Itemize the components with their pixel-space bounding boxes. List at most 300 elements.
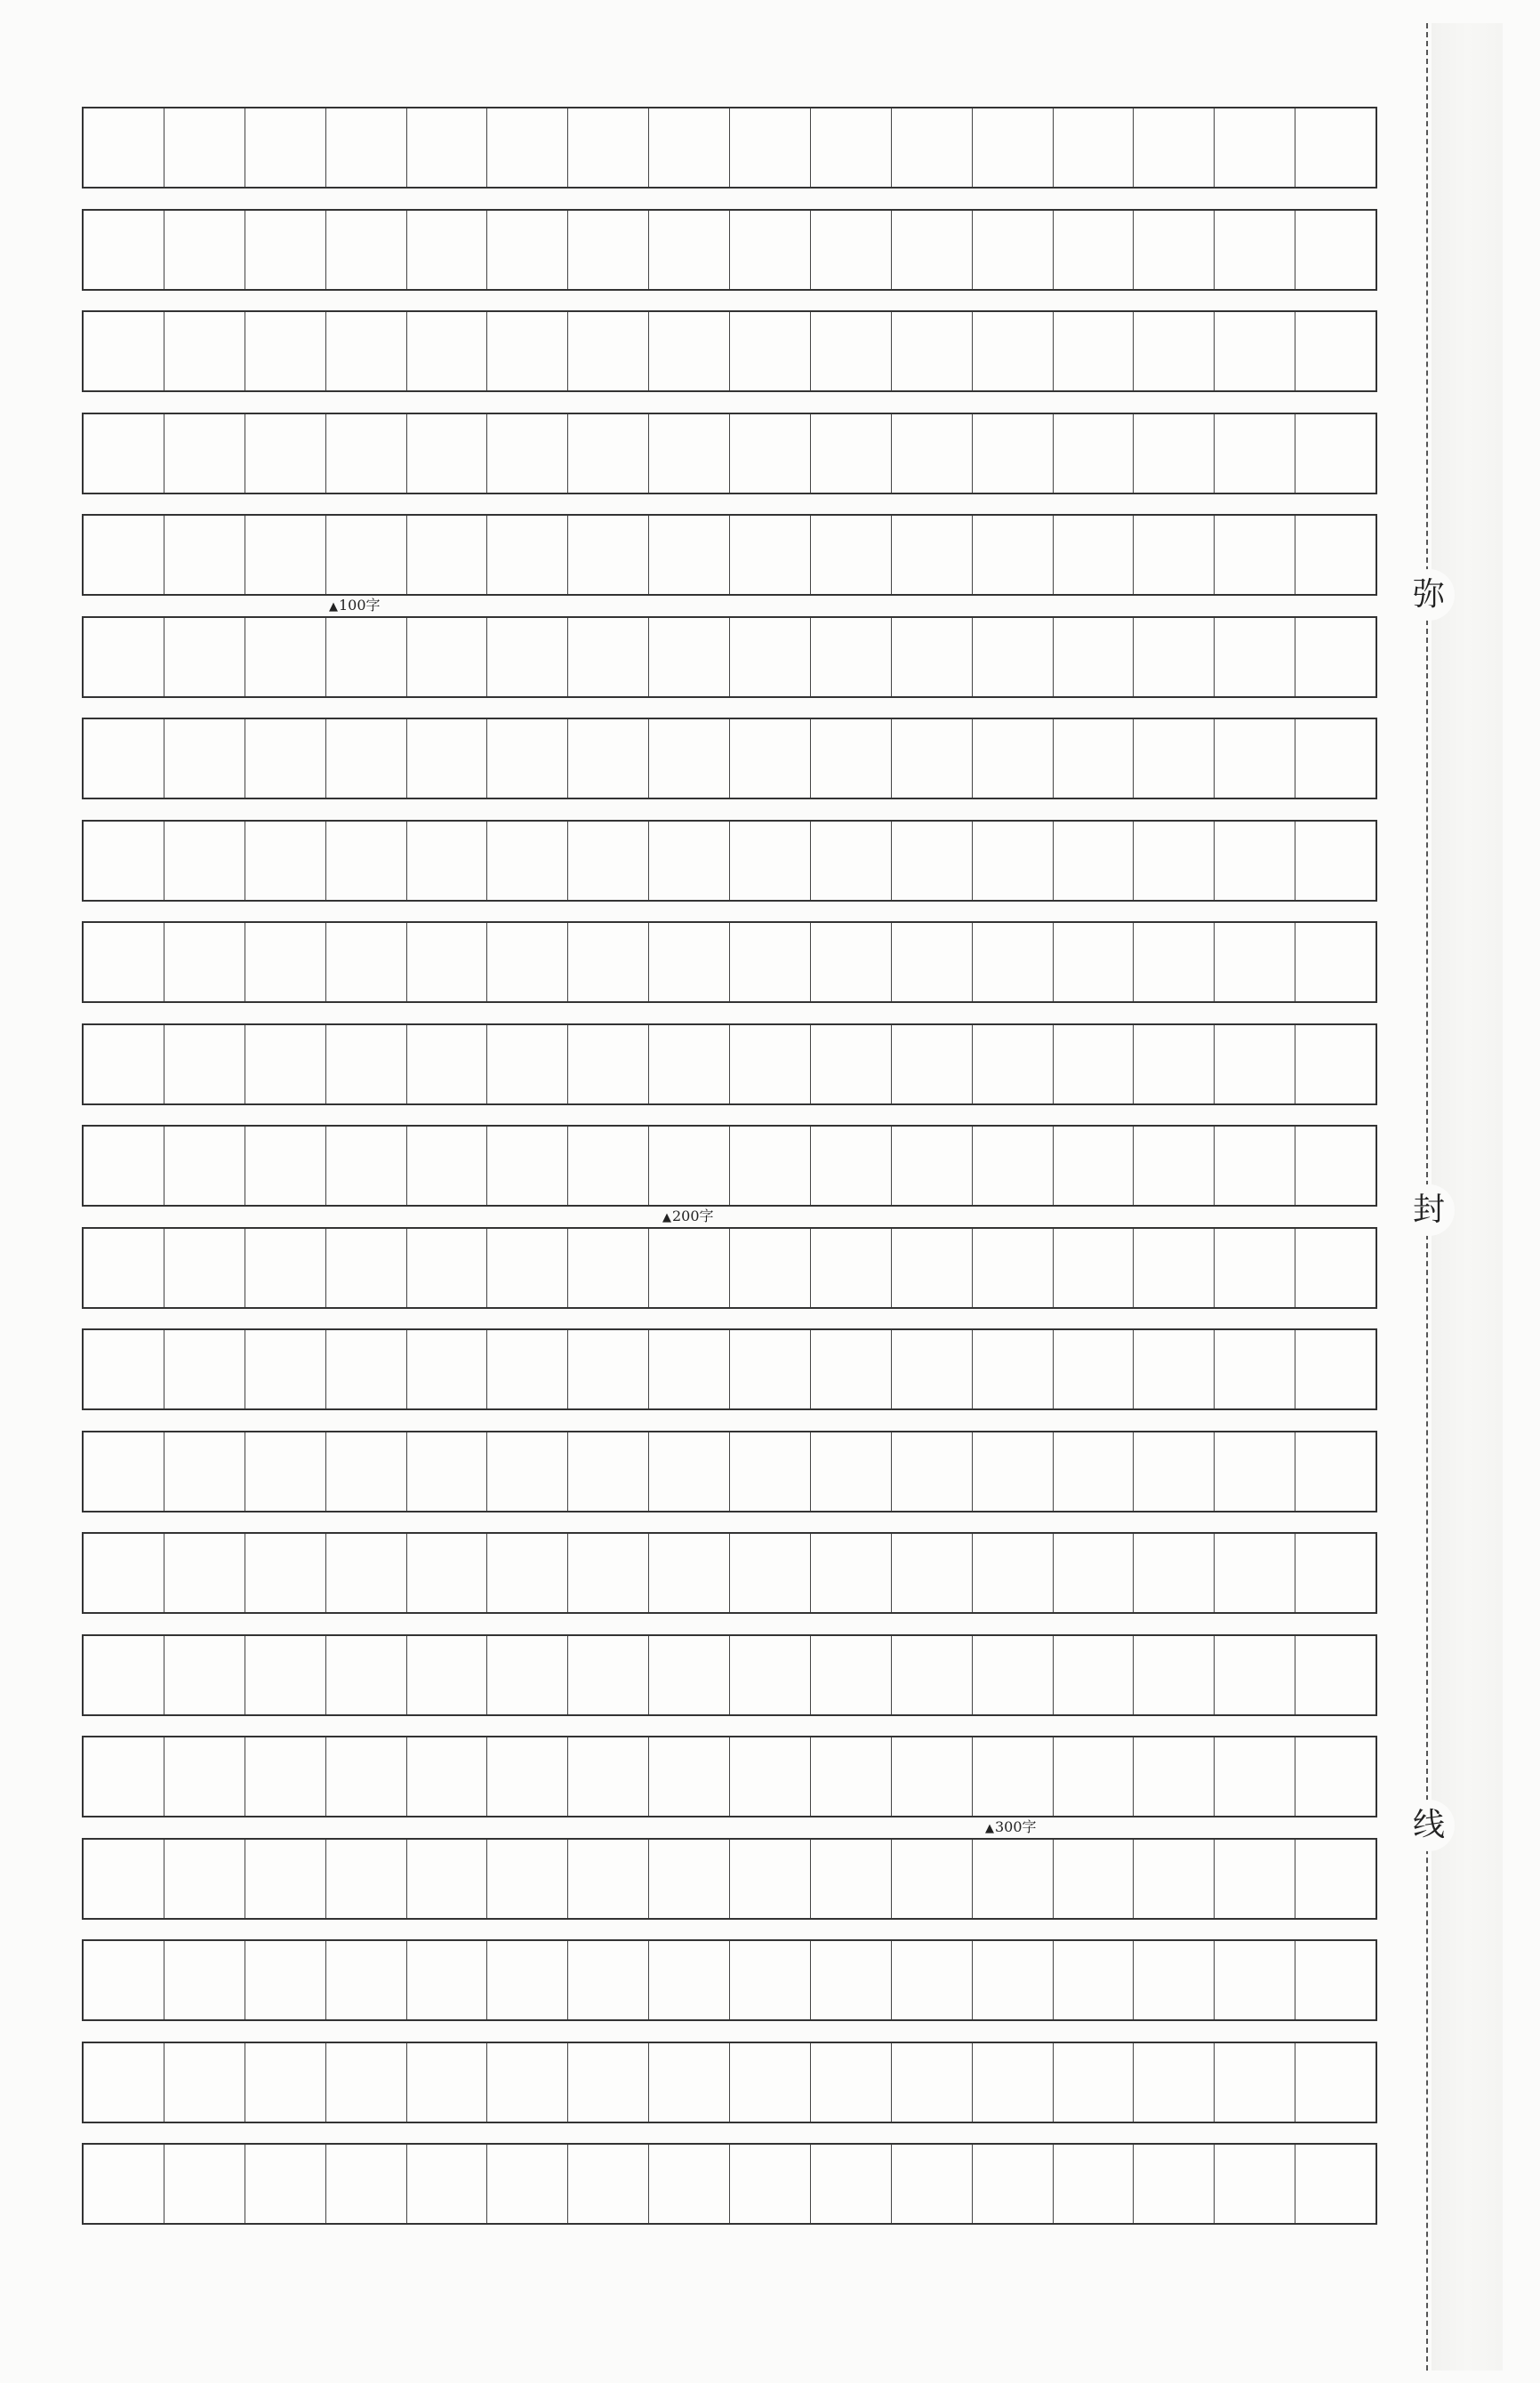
- grid-cell[interactable]: [1295, 414, 1376, 493]
- grid-cell[interactable]: [487, 1127, 568, 1205]
- grid-cell[interactable]: [326, 211, 407, 289]
- grid-cell[interactable]: [164, 312, 245, 390]
- grid-cell[interactable]: [84, 2043, 164, 2122]
- grid-cell[interactable]: [84, 312, 164, 390]
- grid-cell[interactable]: [811, 516, 892, 594]
- grid-cell[interactable]: [892, 312, 973, 390]
- grid-cell[interactable]: [84, 822, 164, 900]
- grid-cell[interactable]: [487, 1229, 568, 1307]
- grid-cell[interactable]: [811, 923, 892, 1001]
- grid-cell[interactable]: [326, 1534, 407, 1612]
- grid-cell[interactable]: [487, 1737, 568, 1816]
- grid-cell[interactable]: [973, 312, 1054, 390]
- grid-cell[interactable]: [245, 414, 326, 493]
- grid-cell[interactable]: [1295, 923, 1376, 1001]
- grid-cell[interactable]: [892, 1840, 973, 1918]
- grid-cell[interactable]: [1215, 1432, 1295, 1511]
- grid-cell[interactable]: [1054, 1127, 1135, 1205]
- grid-cell[interactable]: [730, 1432, 811, 1511]
- grid-cell[interactable]: [568, 1229, 649, 1307]
- grid-cell[interactable]: [164, 2043, 245, 2122]
- grid-cell[interactable]: [811, 108, 892, 187]
- grid-cell[interactable]: [568, 1737, 649, 1816]
- grid-cell[interactable]: [730, 1737, 811, 1816]
- grid-cell[interactable]: [407, 1127, 488, 1205]
- grid-cell[interactable]: [811, 1737, 892, 1816]
- grid-cell[interactable]: [730, 1534, 811, 1612]
- grid-cell[interactable]: [568, 211, 649, 289]
- grid-cell[interactable]: [407, 1025, 488, 1103]
- grid-cell[interactable]: [892, 618, 973, 696]
- grid-cell[interactable]: [649, 2043, 730, 2122]
- grid-cell[interactable]: [1215, 1636, 1295, 1714]
- grid-cell[interactable]: [568, 822, 649, 900]
- grid-cell[interactable]: [730, 1941, 811, 2019]
- grid-cell[interactable]: [973, 1737, 1054, 1816]
- grid-cell[interactable]: [1134, 1025, 1215, 1103]
- grid-cell[interactable]: [973, 414, 1054, 493]
- grid-cell[interactable]: [1215, 1941, 1295, 2019]
- grid-cell[interactable]: [1295, 108, 1376, 187]
- grid-cell[interactable]: [649, 1330, 730, 1408]
- grid-cell[interactable]: [245, 2043, 326, 2122]
- grid-cell[interactable]: [487, 211, 568, 289]
- grid-cell[interactable]: [892, 414, 973, 493]
- grid-cell[interactable]: [245, 312, 326, 390]
- grid-cell[interactable]: [892, 1636, 973, 1714]
- grid-cell[interactable]: [568, 516, 649, 594]
- grid-cell[interactable]: [892, 1025, 973, 1103]
- grid-cell[interactable]: [1134, 1432, 1215, 1511]
- grid-cell[interactable]: [892, 1432, 973, 1511]
- grid-cell[interactable]: [1215, 822, 1295, 900]
- grid-cell[interactable]: [1215, 618, 1295, 696]
- grid-cell[interactable]: [164, 1025, 245, 1103]
- grid-cell[interactable]: [568, 1025, 649, 1103]
- grid-cell[interactable]: [649, 1737, 730, 1816]
- grid-cell[interactable]: [649, 2145, 730, 2223]
- grid-cell[interactable]: [84, 1330, 164, 1408]
- grid-cell[interactable]: [892, 719, 973, 798]
- grid-cell[interactable]: [1054, 1229, 1135, 1307]
- grid-cell[interactable]: [84, 1636, 164, 1714]
- grid-cell[interactable]: [811, 1127, 892, 1205]
- grid-cell[interactable]: [84, 211, 164, 289]
- grid-cell[interactable]: [568, 618, 649, 696]
- grid-cell[interactable]: [892, 923, 973, 1001]
- grid-cell[interactable]: [973, 108, 1054, 187]
- grid-cell[interactable]: [649, 822, 730, 900]
- grid-cell[interactable]: [1215, 1737, 1295, 1816]
- grid-cell[interactable]: [245, 618, 326, 696]
- grid-cell[interactable]: [1295, 1432, 1376, 1511]
- grid-cell[interactable]: [1295, 822, 1376, 900]
- grid-cell[interactable]: [326, 1330, 407, 1408]
- grid-cell[interactable]: [649, 1229, 730, 1307]
- grid-cell[interactable]: [811, 1432, 892, 1511]
- grid-cell[interactable]: [245, 1636, 326, 1714]
- grid-cell[interactable]: [407, 2043, 488, 2122]
- grid-cell[interactable]: [245, 516, 326, 594]
- grid-cell[interactable]: [1215, 1840, 1295, 1918]
- grid-cell[interactable]: [164, 618, 245, 696]
- grid-cell[interactable]: [164, 108, 245, 187]
- grid-cell[interactable]: [1215, 1330, 1295, 1408]
- grid-cell[interactable]: [568, 719, 649, 798]
- grid-cell[interactable]: [84, 516, 164, 594]
- grid-cell[interactable]: [811, 719, 892, 798]
- grid-cell[interactable]: [973, 2043, 1054, 2122]
- grid-cell[interactable]: [1215, 414, 1295, 493]
- grid-cell[interactable]: [245, 1229, 326, 1307]
- grid-cell[interactable]: [1295, 618, 1376, 696]
- grid-cell[interactable]: [164, 1534, 245, 1612]
- grid-cell[interactable]: [1215, 2043, 1295, 2122]
- grid-cell[interactable]: [730, 822, 811, 900]
- grid-cell[interactable]: [892, 516, 973, 594]
- grid-cell[interactable]: [1054, 1941, 1135, 2019]
- grid-cell[interactable]: [892, 2145, 973, 2223]
- grid-cell[interactable]: [730, 1636, 811, 1714]
- grid-cell[interactable]: [245, 1840, 326, 1918]
- grid-cell[interactable]: [1295, 1229, 1376, 1307]
- grid-cell[interactable]: [245, 1127, 326, 1205]
- grid-cell[interactable]: [1215, 1025, 1295, 1103]
- grid-cell[interactable]: [1295, 2043, 1376, 2122]
- grid-cell[interactable]: [973, 211, 1054, 289]
- grid-cell[interactable]: [1295, 1127, 1376, 1205]
- grid-cell[interactable]: [1054, 618, 1135, 696]
- grid-cell[interactable]: [84, 1737, 164, 1816]
- grid-cell[interactable]: [1134, 822, 1215, 900]
- grid-cell[interactable]: [326, 1025, 407, 1103]
- grid-cell[interactable]: [1295, 1636, 1376, 1714]
- grid-cell[interactable]: [326, 1229, 407, 1307]
- grid-cell[interactable]: [973, 1330, 1054, 1408]
- grid-cell[interactable]: [407, 1941, 488, 2019]
- grid-cell[interactable]: [487, 312, 568, 390]
- grid-cell[interactable]: [164, 211, 245, 289]
- grid-cell[interactable]: [1295, 1737, 1376, 1816]
- grid-cell[interactable]: [326, 516, 407, 594]
- grid-cell[interactable]: [407, 1840, 488, 1918]
- grid-cell[interactable]: [84, 923, 164, 1001]
- grid-cell[interactable]: [326, 2043, 407, 2122]
- grid-cell[interactable]: [1295, 1941, 1376, 2019]
- grid-cell[interactable]: [568, 923, 649, 1001]
- grid-cell[interactable]: [649, 414, 730, 493]
- grid-cell[interactable]: [1215, 516, 1295, 594]
- grid-cell[interactable]: [164, 923, 245, 1001]
- grid-cell[interactable]: [1134, 1127, 1215, 1205]
- grid-cell[interactable]: [730, 2145, 811, 2223]
- grid-cell[interactable]: [649, 719, 730, 798]
- grid-cell[interactable]: [973, 2145, 1054, 2223]
- grid-cell[interactable]: [487, 1636, 568, 1714]
- grid-cell[interactable]: [84, 719, 164, 798]
- grid-cell[interactable]: [811, 1840, 892, 1918]
- grid-cell[interactable]: [973, 618, 1054, 696]
- grid-cell[interactable]: [84, 1229, 164, 1307]
- grid-cell[interactable]: [1134, 414, 1215, 493]
- grid-cell[interactable]: [245, 1025, 326, 1103]
- grid-cell[interactable]: [973, 1636, 1054, 1714]
- grid-cell[interactable]: [487, 618, 568, 696]
- grid-cell[interactable]: [326, 2145, 407, 2223]
- grid-cell[interactable]: [326, 1737, 407, 1816]
- grid-cell[interactable]: [245, 923, 326, 1001]
- grid-cell[interactable]: [326, 1840, 407, 1918]
- grid-cell[interactable]: [1134, 211, 1215, 289]
- grid-cell[interactable]: [326, 618, 407, 696]
- grid-cell[interactable]: [407, 1534, 488, 1612]
- grid-cell[interactable]: [1215, 1229, 1295, 1307]
- grid-cell[interactable]: [407, 1737, 488, 1816]
- grid-cell[interactable]: [487, 1534, 568, 1612]
- grid-cell[interactable]: [487, 719, 568, 798]
- grid-cell[interactable]: [1215, 1127, 1295, 1205]
- grid-cell[interactable]: [811, 1941, 892, 2019]
- grid-cell[interactable]: [973, 1432, 1054, 1511]
- grid-cell[interactable]: [245, 1737, 326, 1816]
- grid-cell[interactable]: [568, 1840, 649, 1918]
- grid-cell[interactable]: [407, 1330, 488, 1408]
- grid-cell[interactable]: [487, 108, 568, 187]
- grid-cell[interactable]: [811, 211, 892, 289]
- grid-cell[interactable]: [245, 719, 326, 798]
- grid-cell[interactable]: [1054, 211, 1135, 289]
- grid-cell[interactable]: [1215, 923, 1295, 1001]
- grid-cell[interactable]: [892, 1941, 973, 2019]
- grid-cell[interactable]: [164, 1432, 245, 1511]
- grid-cell[interactable]: [568, 2145, 649, 2223]
- grid-cell[interactable]: [1134, 1534, 1215, 1612]
- grid-cell[interactable]: [730, 923, 811, 1001]
- grid-cell[interactable]: [811, 822, 892, 900]
- grid-cell[interactable]: [892, 211, 973, 289]
- grid-cell[interactable]: [892, 108, 973, 187]
- grid-cell[interactable]: [568, 2043, 649, 2122]
- grid-cell[interactable]: [568, 1330, 649, 1408]
- grid-cell[interactable]: [1054, 2145, 1135, 2223]
- grid-cell[interactable]: [164, 1941, 245, 2019]
- grid-cell[interactable]: [326, 1127, 407, 1205]
- grid-cell[interactable]: [84, 1840, 164, 1918]
- grid-cell[interactable]: [164, 1737, 245, 1816]
- grid-cell[interactable]: [245, 108, 326, 187]
- grid-cell[interactable]: [84, 1127, 164, 1205]
- grid-cell[interactable]: [811, 414, 892, 493]
- grid-cell[interactable]: [487, 923, 568, 1001]
- grid-cell[interactable]: [326, 1941, 407, 2019]
- grid-cell[interactable]: [487, 1330, 568, 1408]
- grid-cell[interactable]: [1054, 1534, 1135, 1612]
- grid-cell[interactable]: [649, 211, 730, 289]
- grid-cell[interactable]: [245, 1330, 326, 1408]
- grid-cell[interactable]: [649, 516, 730, 594]
- grid-cell[interactable]: [1134, 1737, 1215, 1816]
- grid-cell[interactable]: [973, 1840, 1054, 1918]
- grid-cell[interactable]: [730, 1229, 811, 1307]
- grid-cell[interactable]: [1054, 1737, 1135, 1816]
- grid-cell[interactable]: [407, 1229, 488, 1307]
- grid-cell[interactable]: [973, 516, 1054, 594]
- grid-cell[interactable]: [1054, 1330, 1135, 1408]
- grid-cell[interactable]: [568, 1432, 649, 1511]
- grid-cell[interactable]: [1134, 923, 1215, 1001]
- grid-cell[interactable]: [407, 1636, 488, 1714]
- grid-cell[interactable]: [568, 1941, 649, 2019]
- grid-cell[interactable]: [1295, 719, 1376, 798]
- grid-cell[interactable]: [1054, 108, 1135, 187]
- grid-cell[interactable]: [973, 1025, 1054, 1103]
- grid-cell[interactable]: [245, 211, 326, 289]
- grid-cell[interactable]: [407, 923, 488, 1001]
- grid-cell[interactable]: [326, 108, 407, 187]
- grid-cell[interactable]: [811, 618, 892, 696]
- grid-cell[interactable]: [164, 1840, 245, 1918]
- grid-cell[interactable]: [1054, 1840, 1135, 1918]
- grid-cell[interactable]: [84, 2145, 164, 2223]
- grid-cell[interactable]: [1134, 108, 1215, 187]
- grid-cell[interactable]: [84, 1534, 164, 1612]
- grid-cell[interactable]: [973, 923, 1054, 1001]
- grid-cell[interactable]: [1134, 719, 1215, 798]
- grid-cell[interactable]: [326, 822, 407, 900]
- grid-cell[interactable]: [326, 414, 407, 493]
- grid-cell[interactable]: [407, 1432, 488, 1511]
- grid-cell[interactable]: [649, 312, 730, 390]
- grid-cell[interactable]: [568, 108, 649, 187]
- grid-cell[interactable]: [730, 1127, 811, 1205]
- grid-cell[interactable]: [1215, 1534, 1295, 1612]
- grid-cell[interactable]: [1215, 312, 1295, 390]
- grid-cell[interactable]: [730, 108, 811, 187]
- grid-cell[interactable]: [487, 1941, 568, 2019]
- grid-cell[interactable]: [407, 822, 488, 900]
- grid-cell[interactable]: [164, 2145, 245, 2223]
- grid-cell[interactable]: [811, 2043, 892, 2122]
- grid-cell[interactable]: [487, 414, 568, 493]
- grid-cell[interactable]: [811, 1229, 892, 1307]
- grid-cell[interactable]: [1134, 312, 1215, 390]
- grid-cell[interactable]: [892, 1737, 973, 1816]
- grid-cell[interactable]: [730, 211, 811, 289]
- grid-cell[interactable]: [164, 719, 245, 798]
- grid-cell[interactable]: [730, 1840, 811, 1918]
- grid-cell[interactable]: [730, 312, 811, 390]
- grid-cell[interactable]: [649, 923, 730, 1001]
- grid-cell[interactable]: [1054, 1636, 1135, 1714]
- grid-cell[interactable]: [245, 1941, 326, 2019]
- grid-cell[interactable]: [568, 1127, 649, 1205]
- grid-cell[interactable]: [164, 516, 245, 594]
- grid-cell[interactable]: [164, 822, 245, 900]
- grid-cell[interactable]: [811, 2145, 892, 2223]
- grid-cell[interactable]: [973, 719, 1054, 798]
- grid-cell[interactable]: [1295, 1534, 1376, 1612]
- grid-cell[interactable]: [1054, 1432, 1135, 1511]
- grid-cell[interactable]: [487, 1432, 568, 1511]
- grid-cell[interactable]: [1054, 312, 1135, 390]
- grid-cell[interactable]: [1134, 1636, 1215, 1714]
- grid-cell[interactable]: [487, 516, 568, 594]
- grid-cell[interactable]: [1215, 211, 1295, 289]
- grid-cell[interactable]: [407, 516, 488, 594]
- grid-cell[interactable]: [245, 822, 326, 900]
- grid-cell[interactable]: [164, 1330, 245, 1408]
- grid-cell[interactable]: [568, 1636, 649, 1714]
- grid-cell[interactable]: [973, 1229, 1054, 1307]
- grid-cell[interactable]: [84, 1432, 164, 1511]
- grid-cell[interactable]: [730, 2043, 811, 2122]
- grid-cell[interactable]: [407, 414, 488, 493]
- grid-cell[interactable]: [1134, 516, 1215, 594]
- grid-cell[interactable]: [649, 1840, 730, 1918]
- grid-cell[interactable]: [487, 822, 568, 900]
- grid-cell[interactable]: [487, 2043, 568, 2122]
- grid-cell[interactable]: [1134, 618, 1215, 696]
- grid-cell[interactable]: [407, 2145, 488, 2223]
- grid-cell[interactable]: [892, 1534, 973, 1612]
- grid-cell[interactable]: [326, 1636, 407, 1714]
- grid-cell[interactable]: [1134, 1840, 1215, 1918]
- grid-cell[interactable]: [1295, 516, 1376, 594]
- grid-cell[interactable]: [730, 516, 811, 594]
- grid-cell[interactable]: [1134, 1941, 1215, 2019]
- grid-cell[interactable]: [1134, 2043, 1215, 2122]
- grid-cell[interactable]: [568, 414, 649, 493]
- grid-cell[interactable]: [892, 2043, 973, 2122]
- grid-cell[interactable]: [1054, 2043, 1135, 2122]
- grid-cell[interactable]: [1134, 1330, 1215, 1408]
- grid-cell[interactable]: [84, 618, 164, 696]
- grid-cell[interactable]: [730, 414, 811, 493]
- grid-cell[interactable]: [84, 1025, 164, 1103]
- grid-cell[interactable]: [973, 1534, 1054, 1612]
- grid-cell[interactable]: [1295, 1840, 1376, 1918]
- grid-cell[interactable]: [1215, 2145, 1295, 2223]
- grid-cell[interactable]: [245, 1534, 326, 1612]
- grid-cell[interactable]: [84, 108, 164, 187]
- grid-cell[interactable]: [164, 414, 245, 493]
- grid-cell[interactable]: [892, 1127, 973, 1205]
- grid-cell[interactable]: [811, 312, 892, 390]
- grid-cell[interactable]: [1295, 211, 1376, 289]
- grid-cell[interactable]: [407, 719, 488, 798]
- grid-cell[interactable]: [1054, 414, 1135, 493]
- grid-cell[interactable]: [649, 1941, 730, 2019]
- grid-cell[interactable]: [811, 1534, 892, 1612]
- grid-cell[interactable]: [568, 312, 649, 390]
- grid-cell[interactable]: [1134, 1229, 1215, 1307]
- grid-cell[interactable]: [1054, 1025, 1135, 1103]
- grid-cell[interactable]: [487, 1840, 568, 1918]
- grid-cell[interactable]: [1295, 1025, 1376, 1103]
- grid-cell[interactable]: [407, 312, 488, 390]
- grid-cell[interactable]: [1295, 2145, 1376, 2223]
- grid-cell[interactable]: [1215, 719, 1295, 798]
- grid-cell[interactable]: [730, 1330, 811, 1408]
- grid-cell[interactable]: [649, 1432, 730, 1511]
- grid-cell[interactable]: [1295, 1330, 1376, 1408]
- grid-cell[interactable]: [811, 1330, 892, 1408]
- grid-cell[interactable]: [1215, 108, 1295, 187]
- grid-cell[interactable]: [164, 1127, 245, 1205]
- grid-cell[interactable]: [649, 1025, 730, 1103]
- grid-cell[interactable]: [326, 312, 407, 390]
- grid-cell[interactable]: [649, 1534, 730, 1612]
